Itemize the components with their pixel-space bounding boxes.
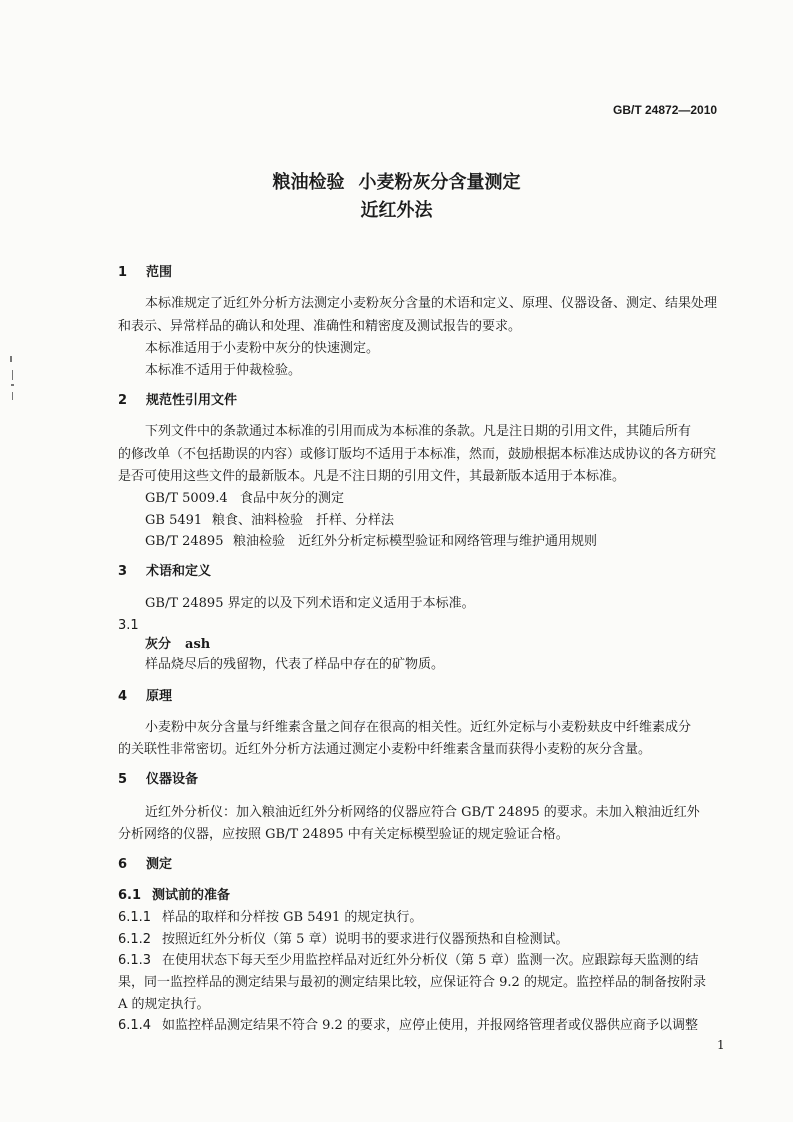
scan-mark — [11, 384, 14, 386]
scan-mark — [12, 392, 13, 400]
paragraph: 下列文件中的条款通过本标准的引用而成为本标准的条款。凡是注日期的引用文件，其随后所有 — [145, 424, 692, 439]
paragraph: 本标准适用于小麦粉中灰分的快速测定。 — [145, 341, 380, 356]
paragraph: 的关联性非常密切。近红外分析方法通过测定小麦粉中纤维素含量而获得小麦粉的灰分含量。 — [118, 742, 652, 757]
reference-item: GB/T 5009.4 食品中灰分的测定 — [145, 491, 345, 506]
title-part-2: 小麦粉灰分含量测定 — [358, 172, 521, 193]
clause-6-1-4: 6.1.4 如监控样品测定结果不符合 9.2 的要求，应停止使用，并报网络管理者或仪器供应商予以调整 — [118, 1018, 698, 1033]
reference-item: GB 5491 粮食、油料检验 扦样、分样法 — [145, 513, 395, 528]
section-5-heading: 5 仪器设备 — [118, 772, 199, 787]
reference-item: GB/T 24895 粮油检验 近红外分析定标模型验证和网络管理与维护通用规则 — [145, 534, 598, 549]
clause-6-1-2: 6.1.2 按照近红外分析仪（第 5 章）说明书的要求进行仪器预热和自检测试。 — [118, 932, 569, 947]
paragraph: 是否可使用这些文件的最新版本。凡是不注日期的引用文件，其最新版本适用于本标准。 — [118, 469, 626, 484]
section-4-heading: 4 原理 — [118, 689, 173, 704]
paragraph: 近红外分析仪：加入粮油近红外分析网络的仪器应符合 GB/T 24895 的要求。未加入粮油近红外 — [145, 805, 700, 820]
section-3-heading: 3 术语和定义 — [118, 564, 212, 579]
title-line-2: 近红外法 — [360, 200, 433, 221]
subsection-6-1-heading: 6.1 测试前的准备 — [118, 888, 231, 903]
definition: 样品烧尽后的残留物，代表了样品中存在的矿物质。 — [145, 657, 445, 672]
title-part-1: 粮油检验 — [272, 172, 345, 193]
title-line-1 — [0, 172, 793, 194]
standard-code: GB/T 24872—2010 — [613, 103, 718, 117]
scan-mark — [10, 356, 12, 362]
section-6-heading: 6 测定 — [118, 857, 173, 872]
section-1-heading: 1 范围 — [118, 265, 173, 280]
term-number: 3.1 — [118, 618, 139, 633]
section-2-heading: 2 规范性引用文件 — [118, 393, 238, 408]
paragraph: 和表示、异常样品的确认和处理、准确性和精密度及测试报告的要求。 — [118, 319, 522, 334]
paragraph: 果，同一监控样品的测定结果与最初的测定结果比较，应保证符合 9.2 的规定。监控样品的制备按附录 — [118, 975, 706, 990]
term: 灰分 ash — [145, 637, 211, 652]
clause-6-1-1: 6.1.1 样品的取样和分样按 GB 5491 的规定执行。 — [118, 910, 423, 925]
page-number: 1 — [717, 1038, 725, 1052]
paragraph: 小麦粉中灰分含量与纤维素含量之间存在很高的相关性。近红外定标与小麦粉麸皮中纤维素成分 — [145, 720, 692, 735]
clause-6-1-3: 6.1.3 在使用状态下每天至少用监控样品对近红外分析仪（第 5 章）监测一次。应跟踪每天监测的结 — [118, 953, 699, 968]
paragraph: A 的规定执行。 — [118, 997, 210, 1012]
paragraph: 本标准规定了近红外分析方法测定小麦粉灰分含量的术语和定义、原理、仪器设备、测定、结果处理 — [145, 296, 718, 311]
paragraph: 分析网络的仪器，应按照 GB/T 24895 中有关定标模型验证的规定验证合格。 — [118, 827, 569, 842]
paragraph: 本标准不适用于仲裁检验。 — [145, 363, 302, 378]
scan-mark — [12, 370, 13, 380]
paragraph: 的修改单（不包括勘误的内容）或修订版均不适用于本标准，然而，鼓励根据本标准达成协议的各方研究 — [118, 447, 717, 462]
paragraph: GB/T 24895 界定的以及下列术语和定义适用于本标准。 — [145, 596, 475, 611]
